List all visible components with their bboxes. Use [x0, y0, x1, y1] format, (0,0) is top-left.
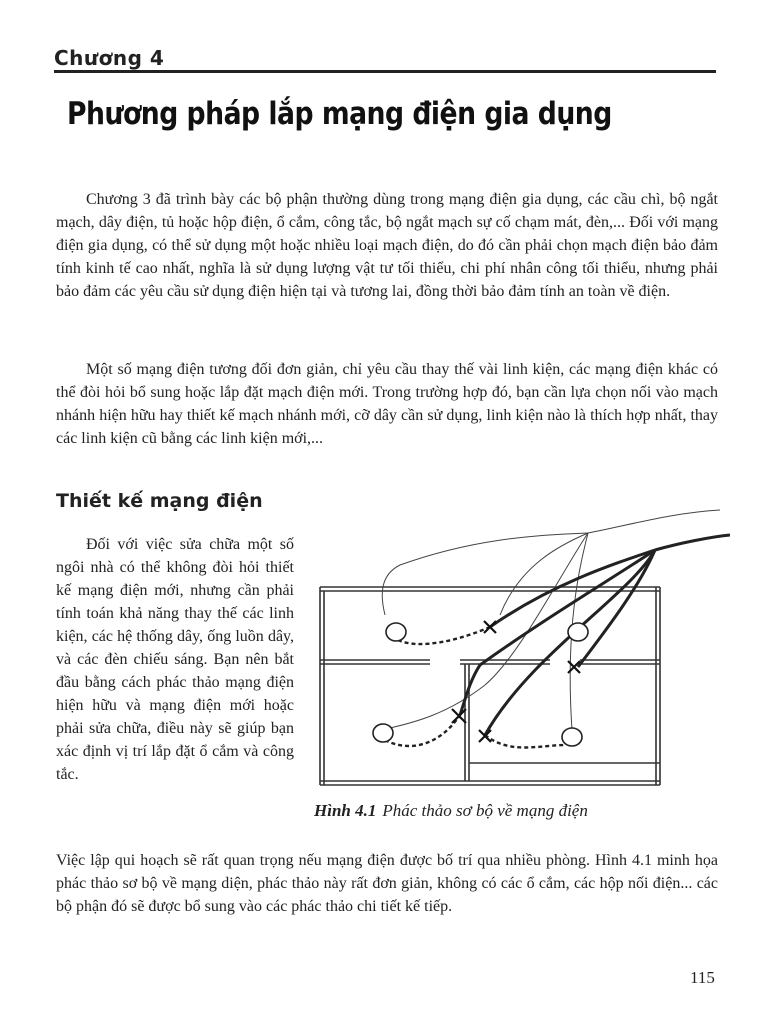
figure-caption-text: Phác thảo sơ bộ về mạng điện [382, 801, 588, 820]
light-fixture-symbol [373, 724, 393, 742]
chapter-label: Chương 4 [54, 46, 165, 70]
light-fixture-symbol [568, 623, 588, 641]
main-cable [490, 550, 655, 627]
page-number: 115 [690, 968, 715, 987]
floor-plan-outline [320, 587, 660, 785]
light-fixture-symbol [386, 623, 406, 641]
switch-mark [479, 730, 491, 742]
dashed-run [485, 735, 565, 748]
column-paragraph: Đối với việc sửa chữa một số ngôi nhà có thể không đòi hỏi thiết kế mạng điện mới, nhưng cần phải tính toán khả năng thay thế các linh kiện, các hệ thống dây, ống luồn dây, và các đèn chiếu sáng. Bạn nên bắt đầu bằng cách phác thảo mạng điện hiện hữu và mạng điện mới hoặc phải sửa chữa, điều này sẽ giúp bạn xác định vị trí lắp đặt ổ cắm và công tắc. [56, 536, 294, 783]
section-heading: Thiết kế mạng điện [56, 490, 263, 512]
header-rule [54, 70, 716, 73]
switch-mark [484, 621, 496, 633]
switch-mark [452, 709, 466, 723]
feeder-line [588, 510, 720, 533]
continued-paragraph: Việc lập qui hoạch sẽ rất quan trọng nếu mạng điện được bố trí qua nhiều phòng. Hình 4.1 minh họa phác thảo sơ bộ về mạng diện, phác thảo này rất đơn giản, không có các ổ cắm, các hộp nối điện... các bộ phận đó sẽ được bổ sung vào các phác thảo chi tiết kế tiếp. [56, 852, 718, 915]
page-title: Phương pháp lắp mạng điện gia dụng [67, 96, 612, 132]
intro-paragraph: Chương 3 đã trình bày các bộ phận thường dùng trong mạng điện gia dụng, các cầu chì, bộ ngắt mạch, dây điện, tủ hoặc hộp điện, ổ cắm, công tắc, bộ ngắt mạch sự cố chạm mát, đèn,... Đối với mạng điện gia dụng, có thể sử dụng một hoặc nhiều loại mạch điện, do đó cần phải chọn mạch điện bảo đảm tính kinh tế cao nhất, nghĩa là sử dụng lượng vật tư tối thiểu, chi phí nhân công tối thiểu, nhưng phải bảo đảm các yêu cầu sử dụng điện hiện tại và tương lai, đồng thời bảo đảm tính an toàn về điện. [56, 191, 718, 300]
main-cable [460, 550, 655, 715]
main-cable [655, 535, 730, 550]
wiring-sketch-figure [310, 505, 730, 795]
feeder-line [382, 533, 588, 615]
interior-walls [320, 660, 660, 781]
dashed-run [398, 627, 490, 644]
light-fixture-symbol [562, 728, 582, 746]
second-paragraph: Một số mạng điện tương đối đơn giản, chỉ yêu cầu thay thế vài linh kiện, các mạng điện khác có thể đòi hỏi bổ sung hoặc lắp đặt mạch điện mới. Trong trường hợp đó, bạn cần lựa chọn nối vào mạch nhánh hiện hữu hay thiết kế mạch nhánh mới, cỡ dây cần sử dụng, linh kiện nào là thích hợp nhất, thay các linh kiện cũ bằng các linh kiện mới,... [56, 361, 718, 447]
figure-label: Hình 4.1 [314, 801, 377, 820]
dashed-run [385, 715, 460, 746]
figure-caption [314, 801, 724, 821]
